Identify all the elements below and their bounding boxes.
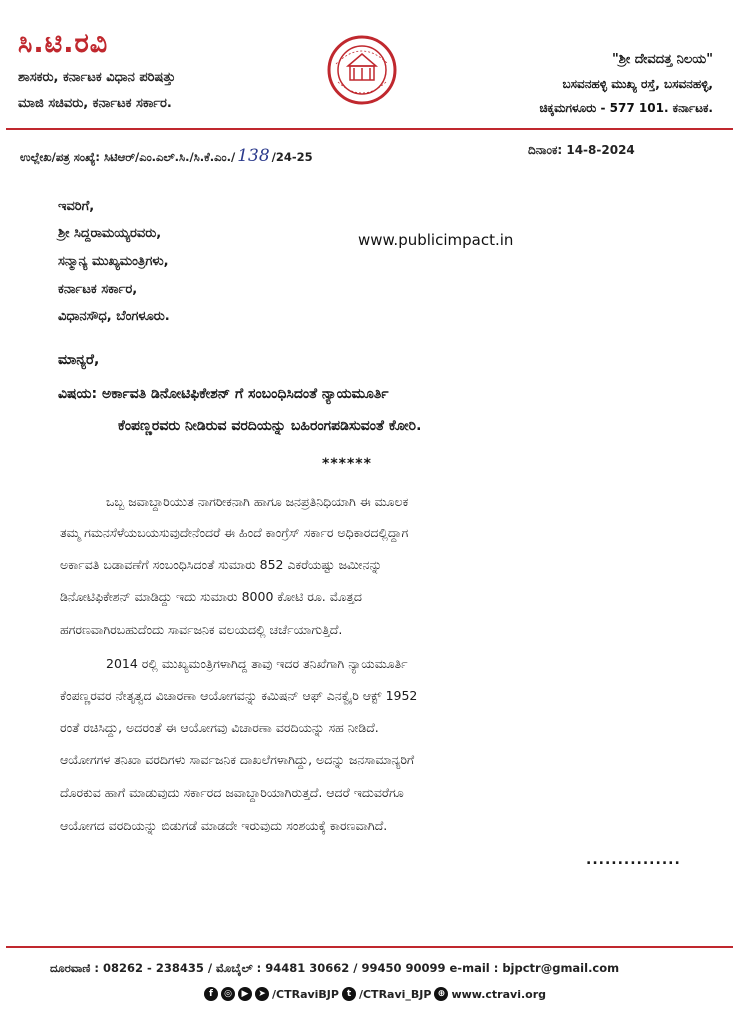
contact-line: ದೂರವಾಣಿ : 08262 - 238435 / ಮೊಬೈಲ್ : 94481 30662 / 99450 90099 e-mail : bjpctr@gmail.com	[50, 961, 620, 975]
instagram-icon[interactable]: ◎	[221, 987, 235, 1001]
globe-icon[interactable]: ⊕	[434, 987, 448, 1001]
social-links	[204, 987, 546, 1001]
recipient-line: ಕರ್ನಾಟಕ ಸರ್ಕಾರ,	[58, 282, 138, 297]
reference-handwritten-number: 138	[237, 146, 270, 166]
paragraph-1-line: ಡಿನೋಟಿಫಿಕೇಶನ್ ಮಾಡಿದ್ದು ಇದು ಸುಮಾರು 8000 ಕೋಟಿ ರೂ. ಮೊತ್ತದ	[60, 589, 362, 604]
website-link[interactable]: www.ctravi.org	[451, 987, 547, 1001]
reference-suffix: /24-25	[271, 150, 313, 164]
letter-date	[528, 143, 635, 158]
designation-1: ಶಾಸಕರು, ಕರ್ನಾಟಕ ವಿಧಾನ ಪರಿಷತ್ತು	[18, 70, 176, 85]
paragraph-2-line: ಆಯೋಗಗಳ ತನಿಖಾ ವರದಿಗಳು ಸಾರ್ವಜನಿಕ ದಾಖಲೆಗಳಾಗಿದ್ದು, ಅದನ್ನು ಜನಸಾಮಾನ್ಯರಿಗೆ	[60, 752, 415, 767]
address-line-1: ಬಸವನಹಳ್ಳಿ ಮುಖ್ಯ ರಸ್ತೆ, ಬಸವನಹಳ್ಳಿ,	[562, 77, 713, 91]
social-handle-2[interactable]: /CTRavi_BJP	[358, 987, 432, 1001]
date-label: ದಿನಾಂಕ:	[528, 143, 567, 157]
date-value: 14-8-2024	[566, 143, 635, 157]
letterhead-name: ಸಿ.ಟಿ.ರವಿ	[18, 28, 109, 59]
paragraph-2-line: ರಂತೆ ರಚಿಸಿದ್ದು, ಅದರಂತೆ ಈ ಆಯೋಗವು ವಿಚಾರಣಾ ವರದಿಯನ್ನು ಸಹ ನೀಡಿದೆ.	[60, 720, 379, 735]
paragraph-2-line: ಕೆಂಪಣ್ಣರವರ ನೇತೃತ್ವದ ವಿಚಾರಣಾ ಆಯೋಗವನ್ನು ಕಮಿಷನ್ ಆಫ್ ಎನಕ್ವೈರಿ ಆಕ್ಟ್ 1952	[60, 688, 418, 703]
address-line-2: ಚಿಕ್ಕಮಗಳೂರು - 577 101. ಕರ್ನಾಟಕ.	[539, 101, 713, 115]
recipient-line: ಸನ್ಮಾನ್ಯ ಮುಖ್ಯಮಂತ್ರಿಗಳು,	[58, 254, 169, 269]
reference-number	[20, 146, 313, 166]
subject-line-2: ಕೆಂಪಣ್ಣರವರು ನೀಡಿರುವ ವರದಿಯನ್ನು ಬಹಿರಂಗಪಡಿಸುವಂತೆ ಕೋರಿ.	[118, 418, 422, 434]
paragraph-1-line: ಹಗರಣವಾಗಿರಬಹುದೆಂದು ಸಾರ್ವಜನಿಕ ವಲಯದಲ್ಲಿ ಚರ್ಚೆಯಾಗುತ್ತಿದೆ.	[60, 622, 343, 637]
reference-prefix: ಉಲ್ಲೇಖ/ಪತ್ರ ಸಂಖ್ಯೆ: ಸಿಟಿಆರ್/ಎಂ.ಎಲ್.ಸಿ./ಸಿ.ಕೆ.ಎಂ./	[20, 150, 236, 164]
paragraph-2-line: ದೊರಕುವ ಹಾಗೆ ಮಾಡುವುದು ಸರ್ಕಾರದ ಜವಾಬ್ದಾರಿಯಾಗಿರುತ್ತದೆ. ಆದರೆ ಇದುವರೆಗೂ	[60, 785, 404, 800]
twitter-icon[interactable]: t	[342, 987, 356, 1001]
watermark-url: www.publicimpact.in	[358, 231, 514, 249]
paragraph-1-line: ಒಬ್ಬ ಜವಾಬ್ದಾರಿಯುತ ನಾಗರೀಕನಾಗಿ ಹಾಗೂ ಜನಪ್ರತಿನಿಧಿಯಾಗಿ ಈ ಮೂಲಕ	[106, 494, 409, 509]
facebook-icon[interactable]: f	[204, 987, 218, 1001]
continuation-dots: ...............	[586, 852, 681, 868]
government-seal-icon	[326, 34, 398, 106]
separator: ******	[322, 456, 372, 472]
recipient-line: ಇವರಿಗೆ,	[58, 199, 95, 214]
house-name: "ಶ್ರೀ ದೇವದತ್ತ ನಿಲಯ"	[611, 52, 713, 67]
designation-2: ಮಾಜಿ ಸಚಿವರು, ಕರ್ನಾಟಕ ಸರ್ಕಾರ.	[18, 96, 172, 111]
header-divider	[6, 128, 733, 130]
recipient-line: ಶ್ರೀ ಸಿದ್ದರಾಮಯ್ಯರವರು,	[58, 226, 162, 241]
paragraph-2-line: ಆಯೋಗದ ವರದಿಯನ್ನು ಬಿಡುಗಡೆ ಮಾಡದೇ ಇರುವುದು ಸಂಶಯಕ್ಕೆ ಕಾರಣವಾಗಿದೆ.	[60, 818, 388, 833]
footer-divider	[6, 946, 733, 948]
social-handle-1[interactable]: /CTRaviBJP	[272, 987, 339, 1001]
salutation: ಮಾನ್ಯರೆ,	[58, 352, 100, 368]
paragraph-2-line: 2014 ರಲ್ಲಿ ಮುಖ್ಯಮಂತ್ರಿಗಳಾಗಿದ್ದ ತಾವು ಇದರ ತನಿಖೆಗಾಗಿ ನ್ಯಾಯಮೂರ್ತಿ	[106, 656, 408, 671]
subject-line-1: ವಿಷಯ: ಅರ್ಕಾವತಿ ಡಿನೋಟಿಫಿಕೇಶನ್ ಗೆ ಸಂಬಂಧಿಸಿದಂತೆ ನ್ಯಾಯಮೂರ್ತಿ	[58, 386, 389, 402]
recipient-line: ವಿಧಾನಸೌಧ, ಬೆಂಗಳೂರು.	[58, 309, 170, 324]
youtube-icon[interactable]: ▶	[238, 987, 252, 1001]
paragraph-1-line: ಅರ್ಕಾವತಿ ಬಡಾವಣೆಗೆ ಸಂಬಂಧಿಸಿದಂತೆ ಸುಮಾರು 852 ಎಕರೆಯಷ್ಟು ಜಮೀನನ್ನು	[60, 557, 383, 572]
paragraph-1-line: ತಮ್ಮ ಗಮನಸೆಳೆಯಬಯಸುವುದೇನೆಂದರೆ ಈ ಹಿಂದೆ ಕಾಂಗ್ರೆಸ್ ಸರ್ಕಾರ ಅಧಿಕಾರದಲ್ಲಿದ್ದಾಗ	[60, 525, 409, 540]
telegram-icon[interactable]: ➤	[255, 987, 269, 1001]
